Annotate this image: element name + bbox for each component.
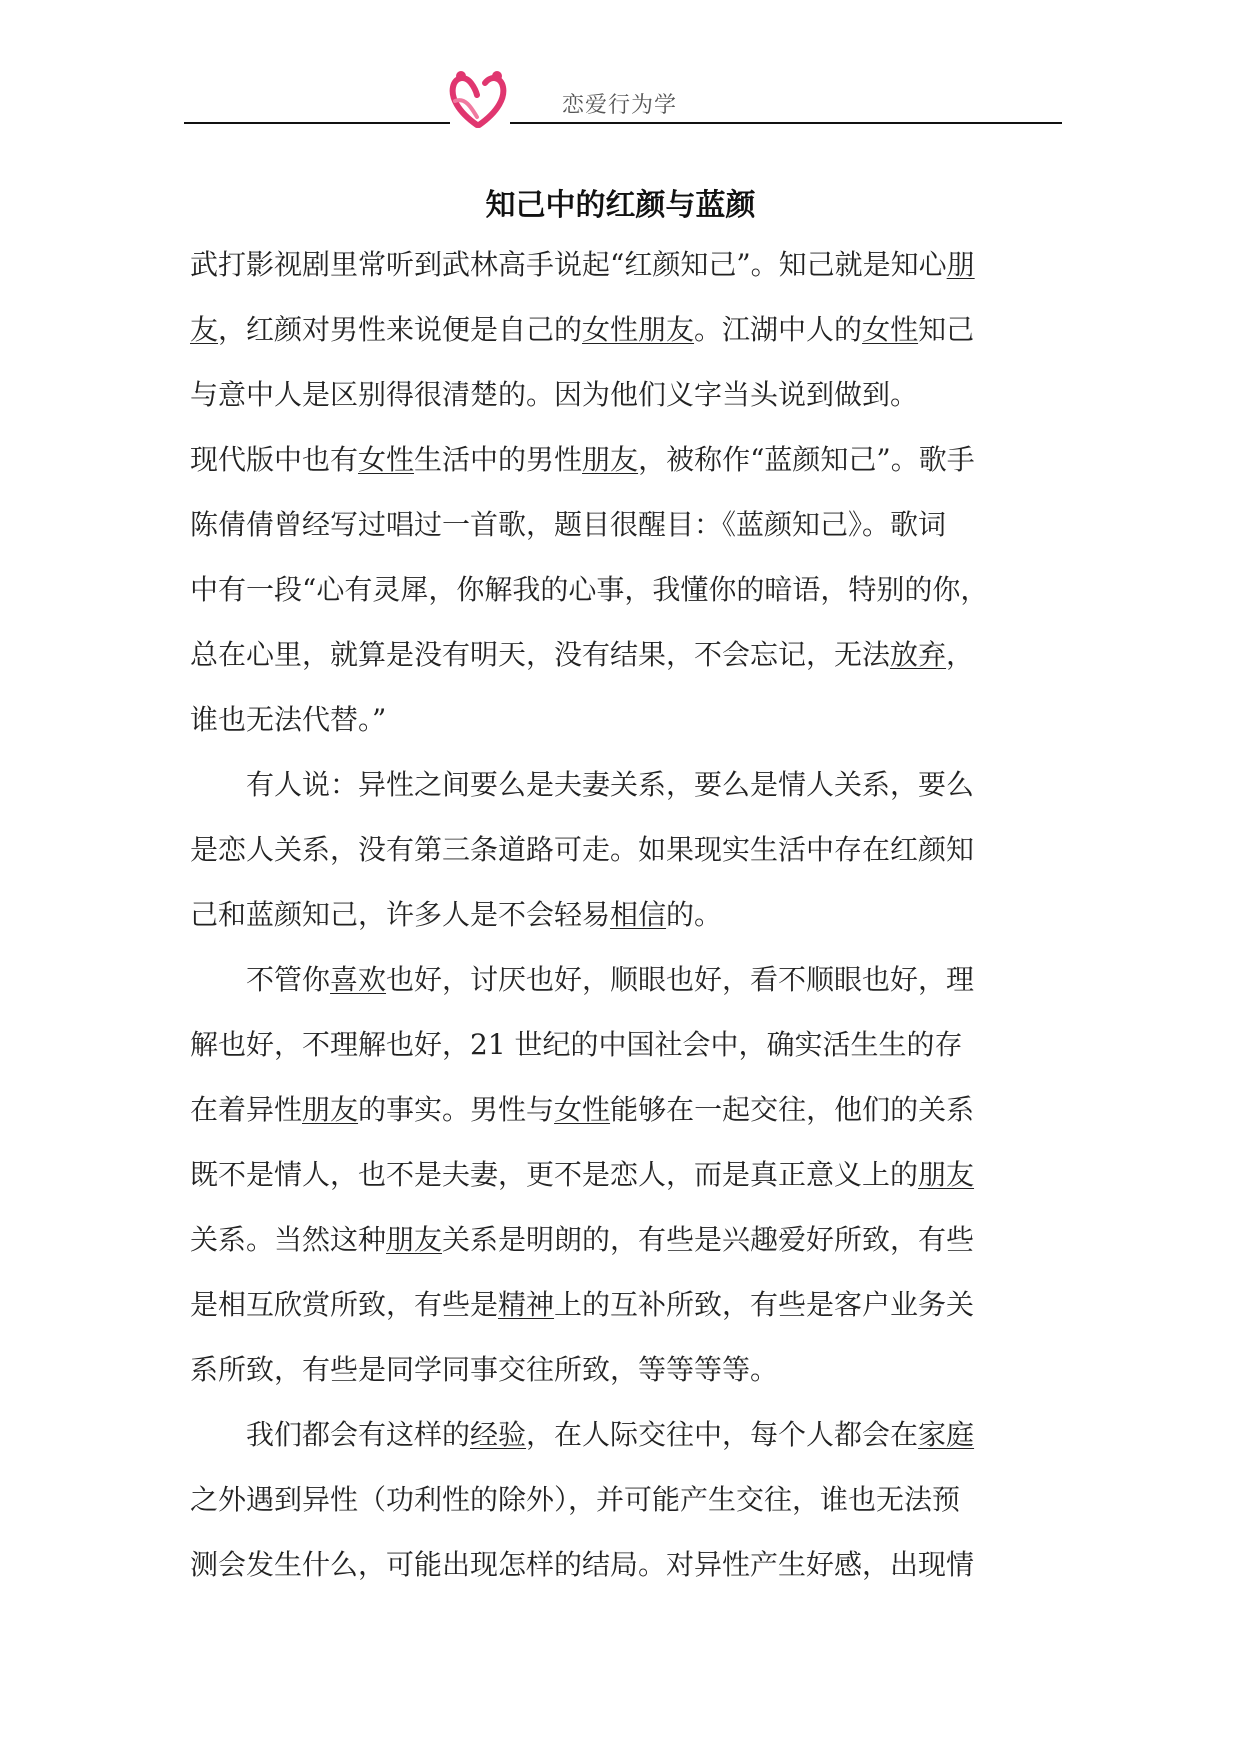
- text-run: 生活中的男性: [414, 443, 583, 476]
- hyperlink-text[interactable]: 朋: [946, 248, 975, 281]
- text-line: [190, 492, 1060, 557]
- text-run: 既不是情人，也不是夫妻，更不是恋人，而是真正意义上的: [190, 1158, 919, 1191]
- text-run: 陈倩倩曾经写过唱过一首歌，题目很醒目：《蓝颜知己》。歌词: [190, 508, 947, 541]
- text-line: [190, 1402, 1060, 1467]
- hyperlink-text[interactable]: 放弃: [890, 638, 947, 671]
- text-run: 关系。当然这种: [190, 1223, 387, 1256]
- text-run: 己和蓝颜知己，许多人是不会轻易: [190, 898, 611, 931]
- hyperlink-text[interactable]: 朋友: [302, 1093, 359, 1126]
- text-line: [190, 427, 1060, 492]
- header-rule-left: [184, 122, 450, 124]
- document-body: [190, 232, 1060, 1597]
- text-line: [190, 1142, 1060, 1207]
- hyperlink-text[interactable]: 友: [190, 313, 219, 346]
- hyperlink-text[interactable]: 精神: [498, 1288, 555, 1321]
- text-line: [190, 557, 1060, 622]
- text-run: ，红颜对男性来说便是自己的: [218, 313, 583, 346]
- text-line: [190, 1207, 1060, 1272]
- text-run: 系所致，有些是同学同事交往所致，等等等等。: [190, 1353, 779, 1386]
- text-run: 谁也无法代替。”: [190, 703, 387, 736]
- text-run: 是恋人关系，没有第三条道路可走。如果现实生活中存在红颜知: [190, 833, 975, 866]
- text-line: [190, 1467, 1060, 1532]
- hyperlink-text[interactable]: 女性: [862, 313, 919, 346]
- text-run: 的。: [666, 898, 723, 931]
- text-run: 。江湖中人的: [694, 313, 863, 346]
- hyperlink-text[interactable]: 朋友: [918, 1158, 975, 1191]
- text-line: [190, 752, 1060, 817]
- text-line: [190, 232, 1060, 297]
- text-run: 中有一段“心有灵犀，你解我的心事，我懂你的暗语，特别的你，: [190, 573, 989, 606]
- header-rule-right: [510, 122, 1062, 124]
- text-line: [190, 882, 1060, 947]
- text-run: 之外遇到异性（功利性的除外），并可能产生交往，谁也无法预: [190, 1483, 961, 1516]
- text-run: 我们都会有这样的: [190, 1418, 471, 1451]
- text-run: 不管你: [190, 963, 331, 996]
- text-line: [190, 1532, 1060, 1597]
- text-line: [190, 1077, 1060, 1142]
- header-brand: 恋爱行为学: [562, 93, 678, 118]
- hyperlink-text[interactable]: 家庭: [918, 1418, 975, 1451]
- text-run: 有人说：异性之间要么是夫妻关系，要么是情人关系，要么: [190, 768, 975, 801]
- text-line: [190, 1337, 1060, 1402]
- hyperlink-text[interactable]: 朋友: [386, 1223, 443, 1256]
- hyperlink-text[interactable]: 朋友: [582, 443, 639, 476]
- text-run: 总在心里，就算是没有明天，没有结果，不会忘记，无法: [190, 638, 891, 671]
- text-run: ，被称作“蓝颜知己”。歌手: [638, 443, 975, 476]
- text-run: 也好，讨厌也好，顺眼也好，看不顺眼也好，理: [386, 963, 975, 996]
- text-run: ，: [946, 638, 975, 671]
- text-run: 武打影视剧里常听到武林高手说起“红颜知己”。知己就是知心: [190, 248, 947, 281]
- text-line: [190, 947, 1060, 1012]
- text-run: 上的互补所致，有些是客户业务关: [554, 1288, 975, 1321]
- text-run: 知己: [918, 313, 975, 346]
- text-run: 解也好，不理解也好，21 世纪的中国社会中，确实活生生的存: [190, 1028, 963, 1061]
- text-line: [190, 1272, 1060, 1337]
- text-run: 测会发生什么，可能出现怎样的结局。对异性产生好感，出现情: [190, 1548, 975, 1581]
- hyperlink-text[interactable]: 女性: [358, 443, 415, 476]
- hyperlink-text[interactable]: 喜欢: [330, 963, 387, 996]
- text-run: 是相互欣赏所致，有些是: [190, 1288, 499, 1321]
- document-title: 知己中的红颜与蓝颜: [485, 188, 756, 223]
- text-line: [190, 687, 1060, 752]
- text-line: [190, 622, 1060, 687]
- text-run: 现代版中也有: [190, 443, 359, 476]
- text-run: ，在人际交往中，每个人都会在: [526, 1418, 919, 1451]
- text-run: 与意中人是区别得很清楚的。因为他们义字当头说到做到。: [190, 378, 919, 411]
- text-run: 的事实。男性与: [358, 1093, 555, 1126]
- text-run: 关系是明朗的，有些是兴趣爱好所致，有些: [442, 1223, 975, 1256]
- hyperlink-text[interactable]: 相信: [610, 898, 667, 931]
- text-line: [190, 362, 1060, 427]
- text-run: 能够在一起交往，他们的关系: [610, 1093, 975, 1126]
- text-line: [190, 817, 1060, 882]
- hyperlink-text[interactable]: 女性朋友: [582, 313, 695, 346]
- heart-figures-logo-icon: [447, 67, 511, 129]
- hyperlink-text[interactable]: 女性: [554, 1093, 611, 1126]
- text-line: [190, 297, 1060, 362]
- hyperlink-text[interactable]: 经验: [470, 1418, 527, 1451]
- text-line: [190, 1012, 1060, 1077]
- text-run: 在着异性: [190, 1093, 303, 1126]
